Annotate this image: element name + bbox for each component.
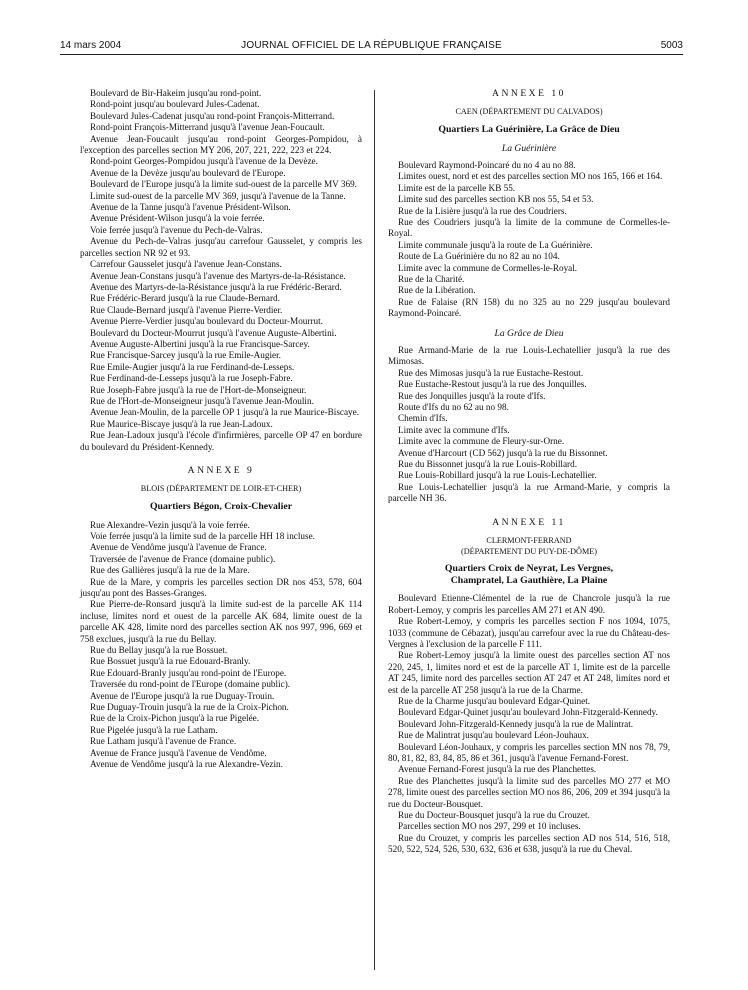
paragraph: Boulevard Edgar-Quinet jusqu'au boulevard John-Fitzgerald-Kennedy. bbox=[398, 707, 658, 718]
paragraph: Limite avec la commune de Fleury-sur-Orne. bbox=[398, 436, 565, 447]
paragraph: Avenue de la Tanne jusqu'à l'avenue Président-Wilson. bbox=[90, 202, 291, 213]
paragraph: Rond-point jusqu'au boulevard Jules-Cadenat. bbox=[90, 99, 260, 110]
page-header bbox=[60, 40, 683, 55]
paragraph: Rond-point Georges-Pompidou jusqu'à l'avenue de la Devèze. bbox=[90, 156, 318, 167]
paragraph: Rue du Docteur-Bousquet jusqu'à la rue du Crouzet. bbox=[398, 810, 590, 820]
annexe-11-quarters-line-2: Champratel, La Gauthière, La Plaine bbox=[450, 574, 608, 586]
paragraph: Rue Louis-Lechatellier jusqu'à la rue Armand-Marie, y compris la parcelle NH 36. bbox=[388, 481, 670, 504]
paragraph: Limite sud des parcelles section KB nos 55, 54 et 53. bbox=[398, 194, 594, 205]
annexe-9-paragraph-list bbox=[80, 520, 362, 771]
paragraph: Avenue Jean-Foucault jusqu'au rond-point Georges-Pompidou, à l'exception des parcelles section MY 206, 207, 221, 222, 223 et 224. bbox=[80, 133, 362, 156]
paragraph: Rue de la Mare, y compris les parcelles section DR nos 453, 578, 604 jusqu'au pont des Basses-Granges. bbox=[80, 576, 362, 598]
paragraph: Avenue d'Harcourt (CD 562) jusqu'à la rue du Bissonnet. bbox=[398, 447, 608, 458]
paragraph: Traversée de l'avenue de France (domaine public). bbox=[90, 553, 276, 564]
annexe-11-region-department: (DÉPARTEMENT DU PUY-DE-DÔME) bbox=[461, 546, 597, 556]
paragraph: Rue de Malintrat jusqu'au boulevard Léon-Jouhaux. bbox=[398, 730, 589, 741]
paragraph: Boulevard de l'Europe jusqu'à la limite sud-ouest de la parcelle MV 369. bbox=[90, 179, 357, 190]
paragraph: Rue de Falaise (RN 158) du no 325 au no 229 jusqu'au boulevard Raymond-Poincaré. bbox=[388, 296, 670, 319]
paragraph: Rond-point François-Mitterrand jusqu'à l'avenue Jean-Foucault. bbox=[90, 122, 325, 133]
paragraph: Limite avec la commune de Cormelles-le-Royal. bbox=[398, 262, 578, 273]
paragraph: Rue de la Lisière jusqu'à la rue des Coudriers. bbox=[398, 205, 567, 216]
paragraph: Rue de la Croix-Pichon jusqu'à la rue Pigelée. bbox=[90, 713, 260, 724]
annexe-9-heading: ANNEXE 9 bbox=[187, 465, 255, 476]
paragraph: Rue Robert-Lemoy jusqu'à la limite ouest des parcelles section AT nos 220, 245, 1, limites nord et est de la parcelle AT 1, limite est de la parcelle AT 245, limite nord des parcelles section AT 247 et AT 248, limites nord et est de la parcelle AT 258 jusqu'à la rue de la Charme. bbox=[388, 650, 670, 695]
paragraph: Avenue Jean-Constans jusqu'à l'avenue des Martyrs-de-la-Résistance. bbox=[90, 270, 346, 281]
paragraph: Rue Edouard-Branly jusqu'au rond-point de l'Europe. bbox=[90, 667, 287, 678]
paragraph: Rue Duguay-Trouin jusqu'à la rue de la Croix-Pichon. bbox=[90, 702, 289, 712]
paragraph: Rue Frédéric-Berard jusqu'à la rue Claude-Bernard. bbox=[90, 293, 280, 304]
paragraph: Limites ouest, nord et est des parcelles section MO nos 165, 166 et 164. bbox=[398, 171, 663, 182]
paragraph: Avenue de l'Europe jusqu'à la rue Duguay-Trouin. bbox=[90, 690, 275, 701]
paragraph: Boulevard Jules-Cadenat jusqu'au rond-point François-Mitterrand. bbox=[90, 110, 335, 121]
annexe-10-quarters: Quartiers La Guérinière, La Grâce de Dieu bbox=[438, 123, 620, 135]
paragraph: Rue Ferdinand-de-Lesseps jusqu'à la rue Joseph-Fabre. bbox=[90, 373, 293, 384]
paragraph: Avenue Pierre-Verdier jusqu'au boulevard du Docteur-Mourrut. bbox=[90, 316, 323, 327]
paragraph: Rue de la Charité. bbox=[398, 273, 465, 284]
paragraph: Parcelles section MO nos 297, 299 et 10 incluses. bbox=[398, 821, 581, 832]
paragraph: Rue de l'Hort-de-Monseigneur jusqu'à l'avenue Jean-Moulin. bbox=[90, 395, 314, 406]
paragraph: Avenue de Vendôme jusqu'à la rue Alexandre-Vezin. bbox=[90, 759, 283, 770]
paragraph: Rue du Crouzet, y compris les parcelles section AD nos 514, 516, 518, 520, 522, 524, 526, 530, 632, 636 et 638, jusqu'à la rue du Cheval. bbox=[388, 832, 670, 855]
paragraph: Rue Armand-Marie de la rue Louis-Lechatellier jusqu'à la rue des Mimosas. bbox=[388, 345, 670, 367]
paragraph: Boulevard de Bir-Hakeim jusqu'au rond-point. bbox=[90, 88, 262, 98]
right-column bbox=[388, 88, 670, 856]
journal-title: JOURNAL OFFICIEL DE LA RÉPUBLIQUE FRANÇAISE bbox=[241, 40, 502, 51]
annexe-9-region: BLOIS (DÉPARTEMENT DE LOIR-ET-CHER) bbox=[140, 484, 302, 494]
paragraph: Rue du Bellay jusqu'à la rue Bossuet. bbox=[90, 644, 228, 655]
paragraph: Rue des Jonquilles jusqu'à la route d'Ifs. bbox=[398, 390, 546, 401]
paragraph: Rue Pierre-de-Ronsard jusqu'à la limite sud-est de la parcelle AK 114 incluse, limites nord et ouest de la parcelle AK 684, limite ouest de la parcelle AK 428, limite nord des parcelles section AK nos 997, 996, 669 et 758 exclues, jusqu'à la rue du Bellay. bbox=[80, 599, 362, 644]
paragraph: Rue Francisque-Sarcey jusqu'à la rue Emile-Augier. bbox=[90, 350, 281, 361]
paragraph: Rue Robert-Lemoy, y compris les parcelles section F nos 1094, 1075, 1033 (commune de Cébazat), jusqu'au carrefour avec la rue du Château-des-Vergnes à l'exclusion de la parcelle F 111. bbox=[388, 616, 670, 649]
paragraph: Limite sud-ouest de la parcelle MV 369, jusqu'à l'avenue de la Tanne. bbox=[90, 190, 346, 201]
paragraph: Rue Eustache-Restout jusqu'à la rue des Jonquilles. bbox=[398, 379, 587, 390]
paragraph: Avenue Président-Wilson jusqu'à la voie ferrée. bbox=[90, 213, 265, 224]
annexe-11-heading: ANNEXE 11 bbox=[492, 516, 566, 528]
page-number: 5003 bbox=[660, 40, 683, 51]
paragraph: Traversée du rond-point de l'Europe (domaine public). bbox=[90, 679, 291, 690]
paragraph: Route de La Guérinière du no 82 au no 104. bbox=[398, 251, 560, 262]
paragraph: Avenue Auguste-Albertini jusqu'à la rue Francisque-Sarcey. bbox=[90, 338, 310, 349]
paragraph: Rue des Planchettes jusqu'à la limite sud des parcelles MO 277 et MO 278, limite ouest des parcelles section MO nos 86, 206, 209 et 394 jusqu'à la rue du Docteur-Bousquet. bbox=[388, 775, 670, 809]
paragraph: Avenue de la Devèze jusqu'au boulevard de l'Europe. bbox=[90, 167, 286, 178]
annexe-10-subheading-1: La Guérinière bbox=[501, 142, 557, 154]
column-divider bbox=[374, 90, 375, 970]
annexe-10-paragraph-list-1 bbox=[388, 160, 670, 320]
paragraph: Boulevard du Docteur-Mourrut jusqu'à l'avenue Auguste-Albertini. bbox=[90, 327, 337, 338]
annexe-10-subheading-2: La Grâce de Dieu bbox=[494, 327, 564, 339]
paragraph: Avenue Fernand-Forest jusqu'à la rue des Planchettes. bbox=[398, 764, 597, 775]
annexe-10-paragraph-list-2 bbox=[388, 345, 670, 505]
paragraph: Route d'Ifs du no 62 au no 98. bbox=[398, 402, 509, 413]
paragraph: Limite est de la parcelle KB 55. bbox=[398, 182, 516, 193]
paragraph: Rue Claude-Bernard jusqu'à l'avenue Pierre-Verdier. bbox=[90, 304, 283, 315]
paragraph: Rue Emile-Augier jusqu'à la rue Ferdinand-de-Lesseps. bbox=[90, 361, 295, 372]
paragraph: Rue des Gallières jusqu'à la rue de la Mare. bbox=[90, 565, 250, 576]
paragraph: Voie ferrée jusqu'à la limite sud de la parcelle HH 18 incluse. bbox=[90, 530, 315, 541]
paragraph: Rue de la Charme jusqu'au boulevard Edgar-Quinet. bbox=[398, 695, 591, 706]
paragraph: Avenue de Vendôme jusqu'à l'avenue de France. bbox=[90, 542, 267, 553]
paragraph: Rue Joseph-Fabre jusqu'à la rue de l'Hort-de-Monseigneur. bbox=[90, 384, 307, 395]
paragraph: Limite communale jusqu'à la route de La Guérinière. bbox=[398, 239, 593, 250]
annexe-10-heading: ANNEXE 10 bbox=[492, 88, 566, 99]
paragraph: Rue Alexandre-Vezin jusqu'à la voie ferrée. bbox=[90, 519, 250, 530]
annexe-9-quarters: Quartiers Bégon, Croix-Chevalier bbox=[149, 500, 293, 512]
paragraph: Boulevard John-Fitzgerald-Kennedy jusqu'à la rue de Malintrat. bbox=[398, 718, 634, 729]
issue-date: 14 mars 2004 bbox=[60, 40, 122, 51]
paragraph: Boulevard Léon-Jouhaux, y compris les parcelles section MN nos 78, 79, 80, 81, 82, 83, 84, 85, 86 et 361, jusqu'à l'avenue Fernand-Forest. bbox=[388, 741, 670, 763]
paragraph: Rue des Coudriers jusqu'à la limite de la commune de Cormelles-le-Royal. bbox=[388, 216, 670, 239]
paragraph: Avenue Jean-Moulin, de la parcelle OP 1 jusqu'à la rue Maurice-Biscaye. bbox=[90, 407, 360, 418]
paragraph: Rue des Mimosas jusqu'à la rue Eustache-Restout. bbox=[398, 367, 584, 378]
paragraph: Rue Jean-Ladoux jusqu'à l'école d'infirmières, parcelle OP 47 en bordure du boulevard du Président-Kennedy. bbox=[80, 430, 362, 452]
paragraph: Avenue du Pech-de-Valras jusqu'au carrefour Gausselet, y compris les parcelles section NR 92 et 93. bbox=[80, 236, 362, 258]
annexe-11-quarters-line-1: Quartiers Croix de Neyrat, Les Vergnes, bbox=[444, 563, 614, 575]
paragraph: Chemin d'Ifs. bbox=[398, 413, 448, 424]
paragraph: Avenue des Martyrs-de-la-Résistance jusqu'à la rue Frédéric-Berard. bbox=[90, 281, 342, 292]
left-paragraph-list bbox=[80, 88, 362, 453]
paragraph: Rue de la Libération. bbox=[398, 285, 476, 296]
paragraph: Boulevard Etienne-Clémentel de la rue de Chancrole jusqu'à la rue Robert-Lemoy, y compris les parcelles AM 271 et AN 490. bbox=[388, 593, 670, 615]
paragraph: Rue Maurice-Biscaye jusqu'à la rue Jean-Ladoux. bbox=[90, 418, 273, 429]
paragraph: Carrefour Gausselet jusqu'à l'avenue Jean-Constans. bbox=[90, 259, 282, 270]
paragraph: Rue du Bissonnet jusqu'à la rue Louis-Robillard. bbox=[398, 459, 578, 470]
paragraph: Boulevard Raymond-Poincaré du no 4 au no 88. bbox=[398, 159, 576, 170]
annexe-11-region-city: CLERMONT-FERRAND bbox=[486, 536, 572, 546]
paragraph: Avenue de France jusqu'à l'avenue de Vendôme. bbox=[90, 747, 267, 758]
annexe-10-region: CAEN (DÉPARTEMENT DU CALVADOS) bbox=[455, 107, 603, 117]
paragraph: Limite avec la commune d'Ifs. bbox=[398, 424, 510, 435]
paragraph: Rue Latham jusqu'à l'avenue de France. bbox=[90, 736, 237, 747]
paragraph: Voie ferrée jusqu'à l'avenue du Pech-de-Valras. bbox=[90, 224, 263, 235]
left-column bbox=[80, 88, 362, 770]
paragraph: Rue Bossuet jusqu'à la rue Edouard-Branly. bbox=[90, 656, 251, 667]
paragraph: Rue Louis-Robillard jusqu'à la rue Louis-Lechatellier. bbox=[398, 470, 597, 481]
paragraph: Rue Pigelée jusqu'à la rue Latham. bbox=[90, 724, 218, 735]
annexe-11-paragraph-list bbox=[388, 593, 670, 855]
